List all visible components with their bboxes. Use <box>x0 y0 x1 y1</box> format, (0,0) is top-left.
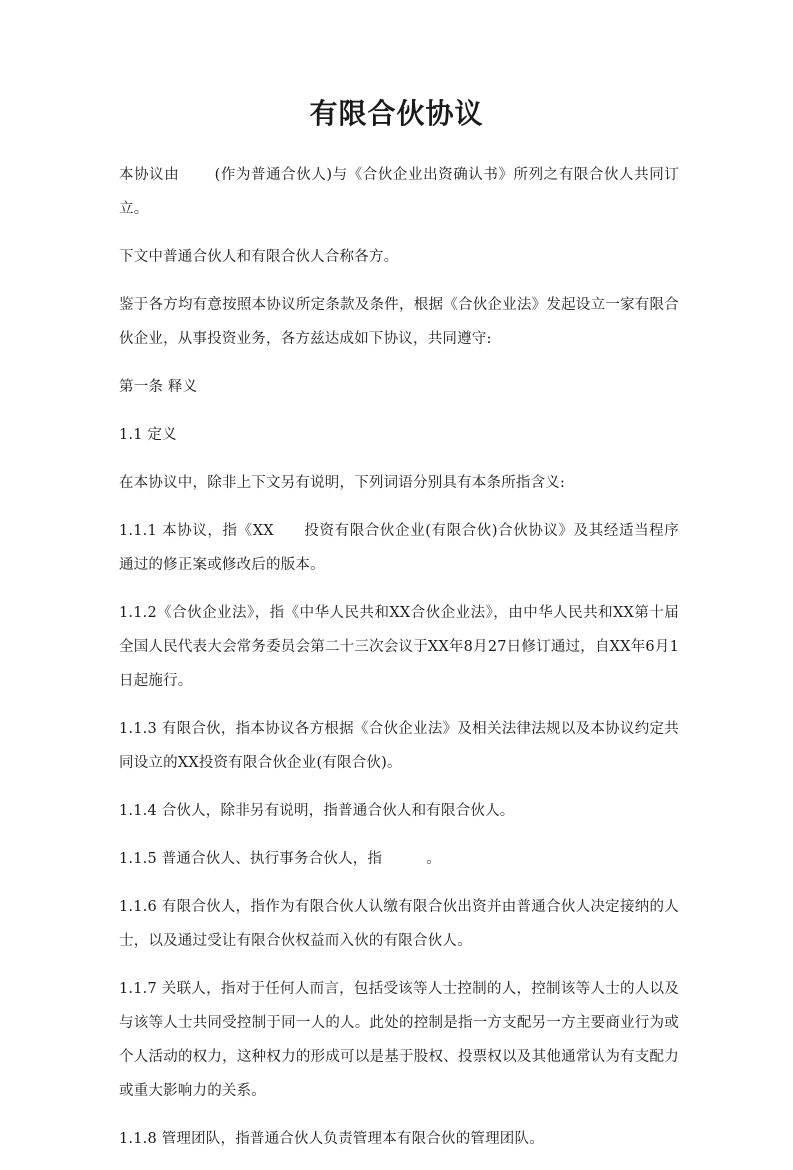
clause-1-1-6: 1.1.6 有限合伙人，指作为有限合伙人认缴有限合伙出资并由普通合伙人决定接纳的人士，以及通过受让有限合伙权益而入伙的有限合伙人。 <box>119 899 679 949</box>
parties-definition-paragraph: 下文中普通合伙人和有限合伙人合称各方。 <box>119 249 399 265</box>
recital-paragraph: 鉴于各方均有意按照本协议所定条款及条件，根据《合伙企业法》发起设立一家有限合伙企业，从事投资业务，各方兹达成如下协议，共同遵守: <box>119 297 679 347</box>
document-body <box>119 158 679 1170</box>
clause-1-1-4: 1.1.4 合伙人，除非另有说明，指普通合伙人和有限合伙人。 <box>119 803 515 819</box>
clause-1-1-1: 1.1.1 本协议，指《XX 投资有限合伙企业(有限合伙)合伙协议》及其经适当程序通过的修正案或修改后的版本。 <box>119 523 679 573</box>
section-heading: 1.1 定义 <box>119 427 177 443</box>
intro-paragraph: 本协议由 (作为普通合伙人)与《合伙企业出资确认书》所列之有限合伙人共同订立。 <box>119 167 679 217</box>
article-heading: 第一条 释义 <box>119 379 198 395</box>
clause-1-1-8: 1.1.8 管理团队，指普通合伙人负责管理本有限合伙的管理团队。 <box>119 1131 544 1147</box>
clause-1-1-5: 1.1.5 普通合伙人、执行事务合伙人，指 。 <box>119 851 442 867</box>
definitions-intro-paragraph: 在本协议中，除非上下文另有说明，下列词语分别具有本条所指含义: <box>119 475 566 491</box>
clause-1-1-2: 1.1.2《合伙企业法》，指《中华人民共和XX合伙企业法》，由中华人民共和XX第十届全国人民代表大会常务委员会第二十三次会议于XX年8月27日修订通过，自XX年6月1日起施行。 <box>119 605 679 689</box>
clause-1-1-7: 1.1.7 关联人，指对于任何人而言，包括受该等人士控制的人，控制该等人士的人以及与该等人士共同受控制于同一人的人。此处的控制是指一方支配另一方主要商业行为或个人活动的权力，这种权力的形成可以是基于股权、投票权以及其他通常认为有支配力或重大影响力的关系。 <box>119 981 679 1099</box>
clause-1-1-3: 1.1.3 有限合伙，指本协议各方根据《合伙企业法》及相关法律法规以及本协议约定共同设立的XX投资有限合伙企业(有限合伙)。 <box>119 721 679 771</box>
document-title: 有限合伙协议 <box>309 97 484 130</box>
